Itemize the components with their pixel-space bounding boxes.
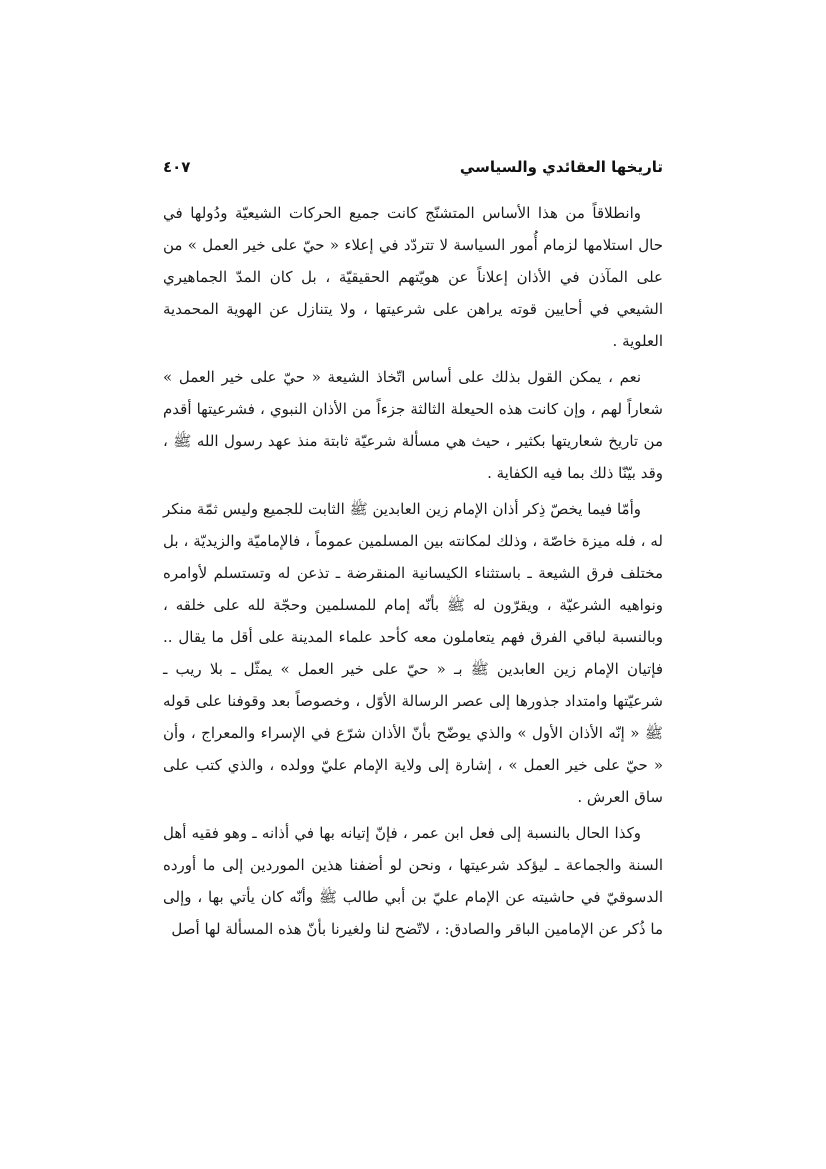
running-title: تاريخها العقائدي والسياسي [459,158,663,176]
page-number: ٤٠٧ [163,158,191,176]
body-text [163,197,663,949]
paragraph-4: وكذا الحال بالنسبة إلى فعل ابن عمر ، فإنّ إتيانه بها في أذانه ـ وهو فقيه أهل السنة والجماعة ـ ليؤكد شرعيتها ، ونحن لو أضفنا هذين الموردين إلى ما أورده الدسوقيّ في حاشيته عن الإمام عليّ بن أبي طالب ﷺ وأنّه كان يأتي بها ، وإلى ما ذُكر عن الإمامين الباقر والصادق: ، لاتّضح لنا ولغيرنا بأنّ هذه المسألة لها أصل [163,824,663,938]
paragraph-1: وانطلاقاً من هذا الأساس المتشنّج كانت جميع الحركات الشيعيّة ودُولها في حال استلامها لزمام أُمور السياسة لا تتردّد في إعلاء « حيّ على خير العمل » من على المآذن في الأذان إعلاناً عن هويّتهم الحقيقيّة ، بل كان المدّ الجماهيري الشيعي في أحايين قوته يراهن على شرعيتها ، ولا يتنازل عن الهوية المحمدية العلوية . [163,204,663,350]
paragraph-2: نعم ، يمكن القول بذلك على أساس اتّخاذ الشيعة « حيّ على خير العمل » شعاراً لهم ، وإن كانت هذه الحيعلة الثالثة جزءاً من الأذان النبوي ، فشرعيتها أقدم من تاريخ شعاريتها بكثير ، حيث هي مسألة شرعيّة ثابتة منذ عهد رسول الله ﷺ ، وقد بيّنّا ذلك بما فيه الكفاية . [163,368,663,482]
page-header [163,152,663,182]
paragraph-3: وأمّا فيما يخصّ ذِكر أذان الإمام زين العابدين ﷺ الثابت للجميع وليس ثمّة منكر له ، فله ميزة خاصّة ، وذلك لمكانته بين المسلمين عموماً ، فالإماميّة والزيديّة ، بل مختلف فرق الشيعة ـ باستثناء الكيسانية المنقرضة ـ تذعن له وتستسلم لأوامره ونواهيه الشرعيّة ، ويقرّون له ﷺ بأنّه إمام للمسلمين وحجّة لله على خلقه ، وبالنسبة لباقي الفرق فهم يتعاملون معه كأحد علماء المدينة على أقل ما يقال .. فإتيان الإمام زين العابدين ﷺ بـ « حيّ على خير العمل » يمثّل ـ بلا ريب ـ شرعيّتها وامتداد جذورها إلى عصر الرسالة الأوّل ، وخصوصاً بعد وقوفنا على قوله ﷺ « إنّه الأذان الأول » والذي يوضّح بأنّ الأذان شرّع في الإسراء والمعراج ، وأن « حيّ على خير العمل » ، إشارة إلى ولاية الإمام عليّ وولده ، والذي كتب على ساق العرش . [163,500,663,806]
